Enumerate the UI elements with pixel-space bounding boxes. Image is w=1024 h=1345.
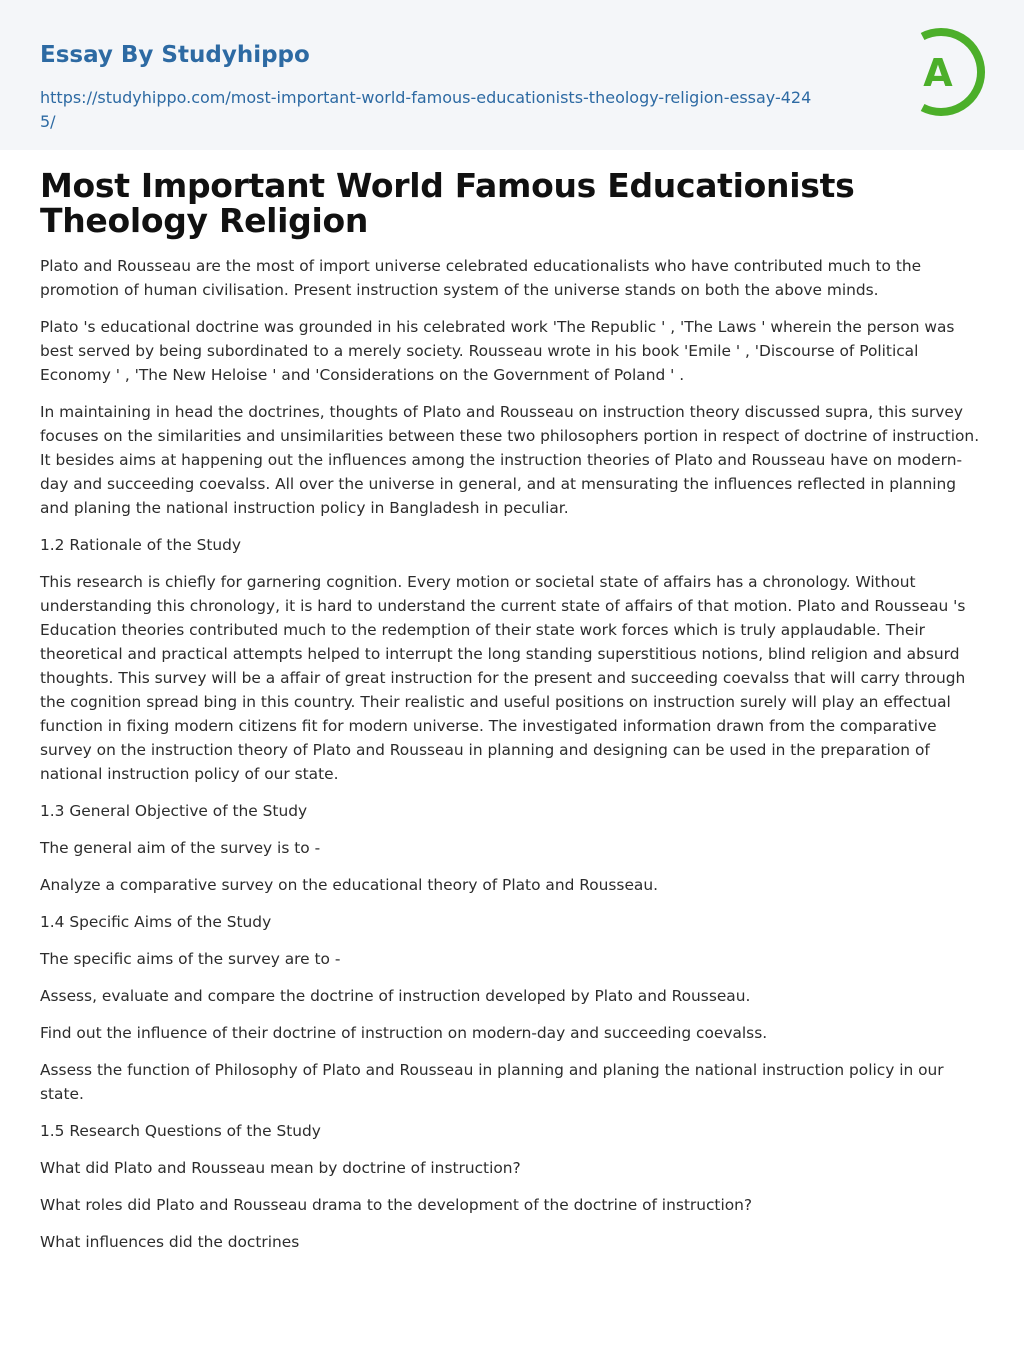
section-heading: 1.2 Rationale of the Study: [40, 536, 242, 554]
paragraph: Plato 's educational doctrine was grounded in his celebrated work 'The Republic ' , 'The Laws ' wherein the person was best served by being subordinated to a merely society. Rousseau wrote in his book 'Emile ' , 'Discourse of Political Economy ' , 'The New Heloise ' and 'Considerations on the Government of Poland ' .: [40, 318, 955, 384]
section-heading: 1.5 Research Questions of the Study: [40, 1122, 321, 1140]
paragraph: Plato and Rousseau are the most of import universe celebrated educationalists who have contributed much to the promotion of human civilisation. Present instruction system of the universe stands on both the above minds.: [40, 257, 922, 299]
paragraph: Analyze a comparative survey on the educational theory of Plato and Rousseau.: [40, 876, 658, 894]
article-title: Most Important World Famous Educationists Theology Religion: [40, 166, 855, 240]
site-header: [0, 0, 1024, 150]
section-heading: 1.4 Specific Aims of the Study: [40, 913, 272, 931]
paragraph: What did Plato and Rousseau mean by doctrine of instruction?: [40, 1159, 521, 1177]
paragraph: Find out the influence of their doctrine of instruction on modern-day and succeeding coevalss.: [40, 1024, 768, 1042]
studyhippo-logo-icon[interactable]: [904, 28, 988, 116]
paragraph: What roles did Plato and Rousseau drama to the development of the doctrine of instruction?: [40, 1196, 753, 1214]
paragraph: Assess, evaluate and compare the doctrine of instruction developed by Plato and Rousseau.: [40, 987, 751, 1005]
essay-url-link[interactable]: https://studyhippo.com/most-important-world-famous-educationists-theology-religion-essay-4245/: [40, 88, 812, 131]
paragraph: In maintaining in head the doctrines, thoughts of Plato and Rousseau on instruction theory discussed supra, this survey focuses on the similarities and unsimilarities between these two philosophers portion in respect of doctrine of instruction. It besides aims at happening out the influences among the instruction theories of Plato and Rousseau have on modern-day and succeeding coevalss. All over the universe in general, and at mensurating the influences reflected in planning and planing the national instruction policy in Bangladesh in peculiar.: [40, 403, 980, 517]
site-brand[interactable]: Essay By Studyhippo: [40, 42, 310, 68]
paragraph: This research is chiefly for garnering cognition. Every motion or societal state of affairs has a chronology. Without understanding this chronology, it is hard to understand the current state of affairs of that motion. Plato and Rousseau 's Education theories contributed much to the redemption of their state work forces which is truly applaudable. Their theoretical and practical attempts helped to interrupt the long standing superstitious notions, blind religion and absurd thoughts. This survey will be a affair of great instruction for the present and succeeding coevalss that will carry through the cognition spread bing in this country. Their realistic and useful positions on instruction surely will play an effectual function in fixing modern citizens fit for modern universe. The investigated information drawn from the comparative survey on the instruction theory of Plato and Rousseau in planning and designing can be used in the preparation of national instruction policy of our state.: [40, 573, 966, 783]
article-body: [40, 254, 984, 1254]
paragraph: The specific aims of the survey are to -: [40, 950, 341, 968]
paragraph: Assess the function of Philosophy of Plato and Rousseau in planning and planing the national instruction policy in our state.: [40, 1061, 944, 1103]
logo-letter: A: [923, 51, 953, 95]
paragraph: The general aim of the survey is to -: [40, 839, 321, 857]
article: [0, 168, 1024, 1254]
paragraph: What influences did the doctrines: [40, 1233, 300, 1251]
section-heading: 1.3 General Objective of the Study: [40, 802, 308, 820]
